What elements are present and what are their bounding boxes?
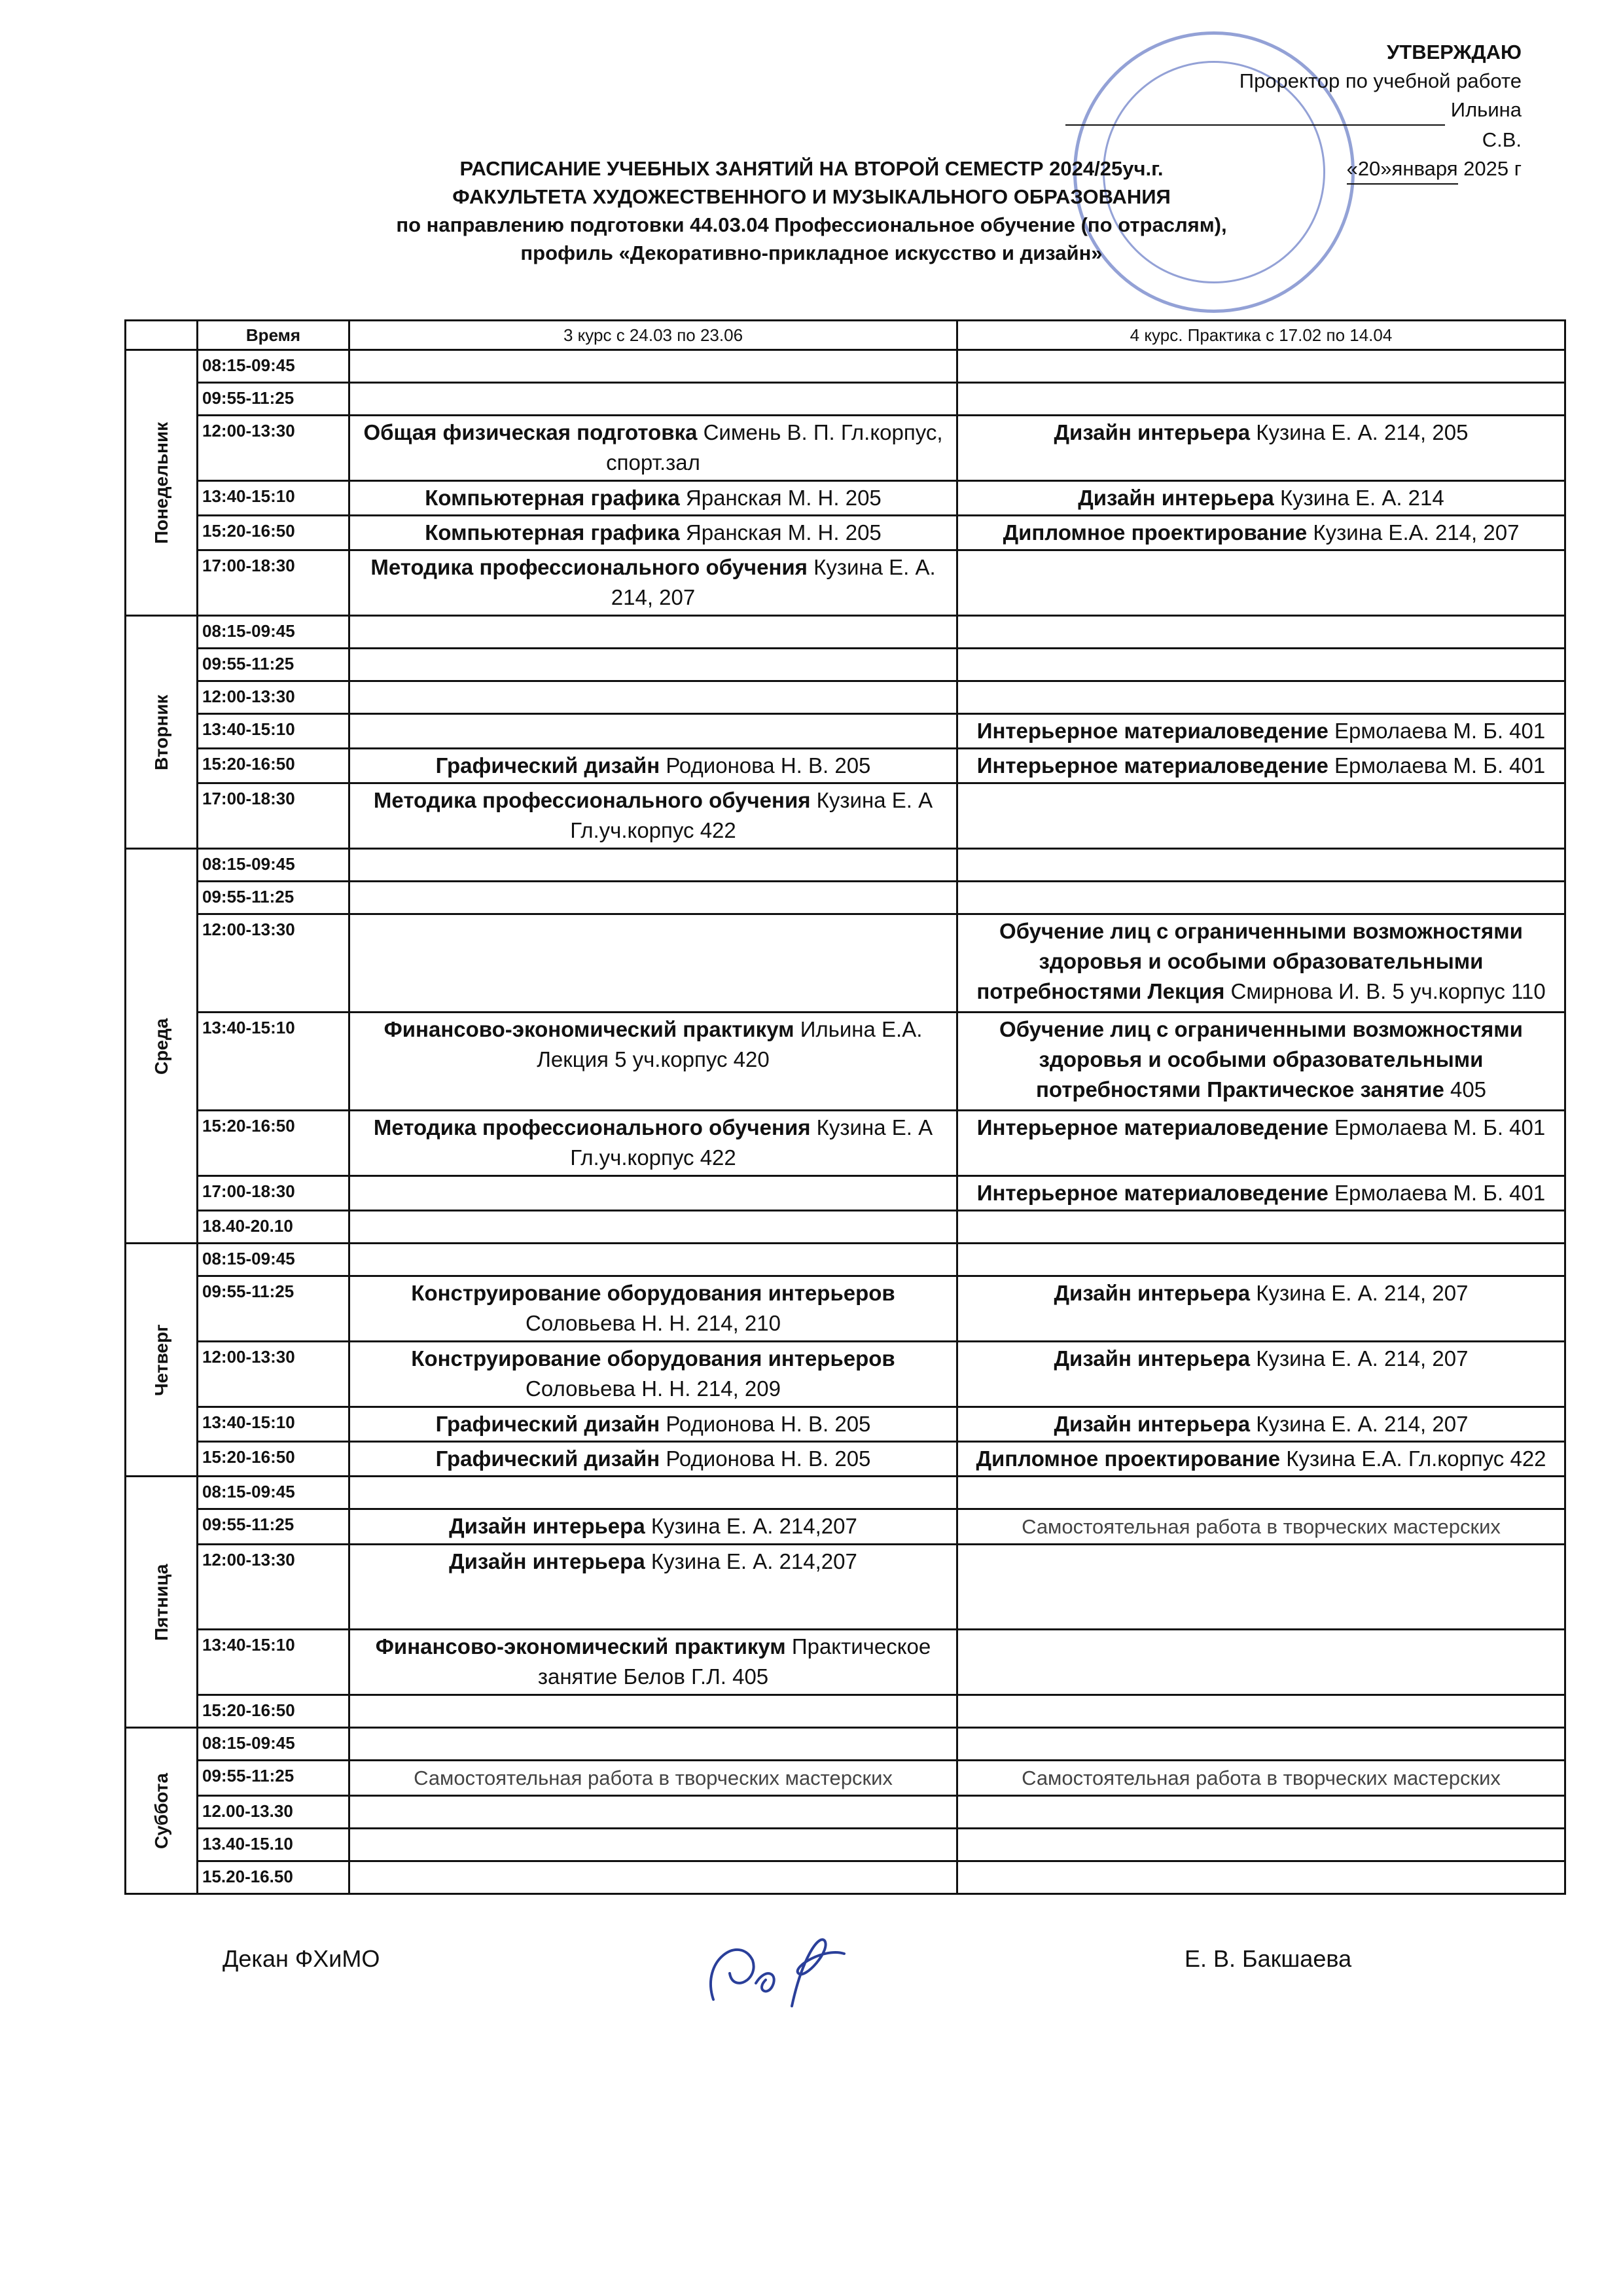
dean-title: Декан ФХиМО xyxy=(223,1945,380,1972)
course-3-class xyxy=(349,1276,957,1342)
course-3-class xyxy=(349,516,957,550)
heading-line-1: РАСПИСАНИЕ УЧЕБНЫХ ЗАНЯТИЙ НА ВТОРОЙ СЕМЕСТР 2024/25уч.г. xyxy=(459,157,1164,180)
time-slot: 08:15-09:45 xyxy=(198,1244,349,1276)
header-day-blank xyxy=(126,321,198,350)
course-3-class xyxy=(349,1013,957,1111)
course-3-class xyxy=(349,550,957,616)
time-slot: 09:55-11:25 xyxy=(198,1761,349,1796)
subject-name: Обучение лиц с ограниченными возможностями здоровья и особыми образовательными потребностями Лекция xyxy=(976,919,1523,1003)
course-4-class xyxy=(957,783,1565,849)
course-3-class xyxy=(349,1509,957,1545)
dean-signature xyxy=(694,1921,864,2026)
schedule-row xyxy=(126,1276,1565,1342)
time-slot: 18.40-20.10 xyxy=(198,1211,349,1244)
subject-name: Дизайн интерьера xyxy=(1054,1346,1251,1371)
class-details: Соловьева Н. Н. 214, 210 xyxy=(526,1311,781,1335)
course-4-class xyxy=(957,1728,1565,1761)
day-label: Четверг xyxy=(126,1244,198,1477)
course-3-class xyxy=(349,1442,957,1477)
course-3-class xyxy=(349,1477,957,1509)
class-details: Кузина Е. А. 214, 207 xyxy=(1250,1412,1469,1436)
class-details: Ермолаева М. Б. 401 xyxy=(1328,1115,1546,1139)
subject-name: Дизайн интерьера xyxy=(1054,420,1251,444)
approval-date-year: 2025 г xyxy=(1457,157,1522,180)
time-slot: 08:15-09:45 xyxy=(198,1477,349,1509)
time-slot: 15:20-16:50 xyxy=(198,749,349,783)
course-4-class xyxy=(957,914,1565,1013)
schedule-row xyxy=(126,1829,1565,1861)
time-slot: 09:55-11:25 xyxy=(198,1509,349,1545)
class-details: Самостоятельная работа в творческих мастерских xyxy=(414,1767,893,1789)
subject-name: Финансово-экономический практикум xyxy=(383,1017,794,1041)
class-details: Кузина Е. А. 214,207 xyxy=(645,1549,857,1573)
time-slot: 08:15-09:45 xyxy=(198,849,349,882)
schedule-row xyxy=(126,616,1565,649)
class-details: Ермолаева М. Б. 401 xyxy=(1328,753,1546,778)
schedule-row xyxy=(126,1695,1565,1728)
subject-name: Интерьерное материаловедение xyxy=(976,719,1329,743)
approval-date-month: января xyxy=(1392,154,1458,185)
table-header-row xyxy=(126,321,1565,350)
schedule-row xyxy=(126,1477,1565,1509)
subject-name: Компьютерная графика xyxy=(425,520,680,545)
schedule-row xyxy=(126,350,1565,383)
class-details: 405 xyxy=(1444,1077,1487,1102)
schedule-row xyxy=(126,882,1565,914)
time-slot: 15:20-16:50 xyxy=(198,1111,349,1176)
course-4-class xyxy=(957,714,1565,749)
course-4-class xyxy=(957,350,1565,383)
schedule-row xyxy=(126,1728,1565,1761)
header-time: Время xyxy=(198,321,349,350)
subject-name: Интерьерное материаловедение xyxy=(976,753,1329,778)
course-4-class xyxy=(957,550,1565,616)
subject-name: Обучение лиц с ограниченными возможностями здоровья и особыми образовательными потребностями Практическое занятие xyxy=(999,1017,1523,1102)
course-4-class xyxy=(957,1342,1565,1407)
time-slot: 12:00-13:30 xyxy=(198,681,349,714)
time-slot: 17:00-18:30 xyxy=(198,1176,349,1211)
schedule-row xyxy=(126,649,1565,681)
course-3-class xyxy=(349,1829,957,1861)
schedule-heading xyxy=(124,154,1499,267)
class-details: Симень В. П. Гл.корпус, спорт.зал xyxy=(606,420,943,475)
course-4-class xyxy=(957,1630,1565,1695)
subject-name: Дипломное проектирование xyxy=(976,1446,1281,1471)
course-3-class xyxy=(349,1545,957,1630)
subject-name: Методика профессионального обучения xyxy=(373,1115,811,1139)
subject-name: Дизайн интерьера xyxy=(449,1549,645,1573)
class-details: Кузина Е.А. 214, 207 xyxy=(1307,520,1520,545)
time-slot: 13:40-15:10 xyxy=(198,714,349,749)
schedule-row xyxy=(126,481,1565,516)
schedule-row xyxy=(126,1509,1565,1545)
schedule-row xyxy=(126,1407,1565,1442)
course-3-class xyxy=(349,849,957,882)
schedule-row xyxy=(126,783,1565,849)
schedule-row xyxy=(126,550,1565,616)
course-4-class xyxy=(957,1407,1565,1442)
schedule-row xyxy=(126,416,1565,481)
class-details: Самостоятельная работа в творческих мастерских xyxy=(1022,1767,1501,1789)
course-4-class xyxy=(957,749,1565,783)
time-slot: 15:20-16:50 xyxy=(198,1442,349,1477)
course-4-class xyxy=(957,1111,1565,1176)
schedule-table xyxy=(124,319,1566,1895)
subject-name: Дизайн интерьера xyxy=(1078,486,1274,510)
time-slot: 09:55-11:25 xyxy=(198,1276,349,1342)
class-details: Кузина Е. А. 214, 207 xyxy=(1250,1281,1469,1305)
course-3-class xyxy=(349,1211,957,1244)
subject-name: Графический дизайн xyxy=(435,753,660,778)
course-4-class xyxy=(957,1477,1565,1509)
course-4-class xyxy=(957,1211,1565,1244)
course-3-class xyxy=(349,1342,957,1407)
class-details: Самостоятельная работа в творческих мастерских xyxy=(1022,1515,1501,1538)
header-course-4: 4 курс. Практика с 17.02 по 14.04 xyxy=(957,321,1565,350)
time-slot: 12:00-13:30 xyxy=(198,1342,349,1407)
time-slot: 13:40-15:10 xyxy=(198,1407,349,1442)
course-4-class xyxy=(957,1829,1565,1861)
subject-name: Компьютерная графика xyxy=(425,486,680,510)
time-slot: 17:00-18:30 xyxy=(198,783,349,849)
schedule-body xyxy=(126,350,1565,1894)
heading-line-4: профиль «Декоративно-прикладное искусство и дизайн» xyxy=(520,242,1103,264)
schedule-row xyxy=(126,1630,1565,1695)
course-3-class xyxy=(349,1407,957,1442)
course-3-class xyxy=(349,681,957,714)
course-3-class xyxy=(349,1111,957,1176)
course-3-class xyxy=(349,914,957,1013)
course-3-class xyxy=(349,1728,957,1761)
time-slot: 09:55-11:25 xyxy=(198,882,349,914)
course-3-class xyxy=(349,649,957,681)
course-3-class xyxy=(349,1630,957,1695)
class-details: Смирнова И. В. 5 уч.корпус 110 xyxy=(1224,979,1546,1003)
subject-name: Графический дизайн xyxy=(435,1446,660,1471)
course-4-class xyxy=(957,1276,1565,1342)
course-4-class xyxy=(957,1442,1565,1477)
course-4-class xyxy=(957,1796,1565,1829)
day-label: Среда xyxy=(126,849,198,1244)
course-3-class xyxy=(349,350,957,383)
time-slot: 15:20-16:50 xyxy=(198,1695,349,1728)
course-4-class xyxy=(957,882,1565,914)
class-details: Кузина Е. А Гл.уч.корпус 422 xyxy=(570,1115,933,1170)
course-3-class xyxy=(349,1176,957,1211)
schedule-row xyxy=(126,1796,1565,1829)
course-3-class xyxy=(349,1861,957,1894)
course-3-class xyxy=(349,1761,957,1796)
heading-line-2: ФАКУЛЬТЕТА ХУДОЖЕСТВЕННОГО И МУЗЫКАЛЬНОГО ОБРАЗОВАНИЯ xyxy=(452,185,1171,208)
course-3-class xyxy=(349,383,957,416)
course-4-class xyxy=(957,516,1565,550)
course-3-class xyxy=(349,616,957,649)
course-4-class xyxy=(957,1695,1565,1728)
class-details: Родионова Н. В. 205 xyxy=(660,753,871,778)
course-3-class xyxy=(349,749,957,783)
course-3-class xyxy=(349,882,957,914)
course-4-class xyxy=(957,383,1565,416)
schedule-row xyxy=(126,1442,1565,1477)
subject-name: Конструирование оборудования интерьеров xyxy=(411,1346,895,1371)
time-slot: 12.00-13.30 xyxy=(198,1796,349,1829)
course-4-class xyxy=(957,416,1565,481)
time-slot: 13:40-15:10 xyxy=(198,1013,349,1111)
time-slot: 08:15-09:45 xyxy=(198,350,349,383)
class-details: Кузина Е. А Гл.уч.корпус 422 xyxy=(570,788,933,842)
class-details: Родионова Н. В. 205 xyxy=(660,1446,871,1471)
subject-name: Дизайн интерьера xyxy=(1054,1412,1251,1436)
class-details: Кузина Е. А. 214 xyxy=(1274,486,1444,510)
schedule-row xyxy=(126,681,1565,714)
schedule-row xyxy=(126,1861,1565,1894)
heading-line-3: по направлению подготовки 44.03.04 Профессиональное обучение (по отраслям), xyxy=(396,213,1227,236)
class-details: Ильина Е.А. Лекция 5 уч.корпус 420 xyxy=(537,1017,923,1071)
course-4-class xyxy=(957,481,1565,516)
subject-name: Конструирование оборудования интерьеров xyxy=(411,1281,895,1305)
class-details: Кузина Е. А. 214, 207 xyxy=(611,555,936,609)
class-details: Ермолаева М. Б. 401 xyxy=(1328,719,1546,743)
class-details: Яранская М. Н. 205 xyxy=(679,486,882,510)
class-details: Яранская М. Н. 205 xyxy=(679,520,882,545)
day-label: Понедельник xyxy=(126,350,198,616)
approval-title: УТВЕРЖДАЮ xyxy=(1386,41,1522,63)
course-3-class xyxy=(349,1244,957,1276)
course-4-class xyxy=(957,1761,1565,1796)
time-slot: 08:15-09:45 xyxy=(198,616,349,649)
course-4-class xyxy=(957,1013,1565,1111)
schedule-row xyxy=(126,1761,1565,1796)
class-details: Практическое занятие Белов Г.Л. 405 xyxy=(537,1634,931,1689)
dean-name: Е. В. Бакшаева xyxy=(1185,1945,1352,1972)
schedule-row xyxy=(126,1244,1565,1276)
class-details: Ермолаева М. Б. 401 xyxy=(1328,1181,1546,1205)
approval-date-day: «20» xyxy=(1347,154,1392,185)
subject-name: Дизайн интерьера xyxy=(1054,1281,1251,1305)
time-slot: 13:40-15:10 xyxy=(198,1630,349,1695)
schedule-row xyxy=(126,1176,1565,1211)
subject-name: Графический дизайн xyxy=(435,1412,660,1436)
class-details: Кузина Е. А. 214,207 xyxy=(645,1514,857,1538)
schedule-row xyxy=(126,749,1565,783)
course-3-class xyxy=(349,1796,957,1829)
time-slot: 13.40-15.10 xyxy=(198,1829,349,1861)
course-3-class xyxy=(349,481,957,516)
schedule-row xyxy=(126,383,1565,416)
time-slot: 15.20-16.50 xyxy=(198,1861,349,1894)
course-4-class xyxy=(957,849,1565,882)
time-slot: 15:20-16:50 xyxy=(198,516,349,550)
time-slot: 08:15-09:45 xyxy=(198,1728,349,1761)
subject-name: Общая физическая подготовка xyxy=(363,420,698,444)
approval-signature-line xyxy=(1024,96,1522,154)
day-label: Суббота xyxy=(126,1728,198,1894)
schedule-row xyxy=(126,516,1565,550)
schedule-row xyxy=(126,714,1565,749)
course-3-class xyxy=(349,714,957,749)
course-3-class xyxy=(349,416,957,481)
schedule-row xyxy=(126,1013,1565,1111)
subject-name: Методика профессионального обучения xyxy=(373,788,811,812)
course-4-class xyxy=(957,1176,1565,1211)
time-slot: 12:00-13:30 xyxy=(198,416,349,481)
subject-name: Финансово-экономический практикум xyxy=(375,1634,786,1659)
subject-name: Методика профессионального обучения xyxy=(370,555,808,579)
course-3-class xyxy=(349,783,957,849)
schedule-row xyxy=(126,1111,1565,1176)
schedule-row xyxy=(126,849,1565,882)
time-slot: 09:55-11:25 xyxy=(198,649,349,681)
course-4-class xyxy=(957,681,1565,714)
time-slot: 12:00-13:30 xyxy=(198,914,349,1013)
header-course-3: 3 курс с 24.03 по 23.06 xyxy=(349,321,957,350)
class-details: Родионова Н. В. 205 xyxy=(660,1412,871,1436)
time-slot: 12:00-13:30 xyxy=(198,1545,349,1630)
time-slot: 09:55-11:25 xyxy=(198,383,349,416)
class-details: Кузина Е. А. 214, 205 xyxy=(1250,420,1469,444)
course-4-class xyxy=(957,616,1565,649)
course-3-class xyxy=(349,1695,957,1728)
schedule-row xyxy=(126,1342,1565,1407)
subject-name: Дизайн интерьера xyxy=(449,1514,645,1538)
time-slot: 13:40-15:10 xyxy=(198,481,349,516)
day-label: Вторник xyxy=(126,616,198,849)
class-details: Кузина Е. А. 214, 207 xyxy=(1250,1346,1469,1371)
subject-name: Дипломное проектирование xyxy=(1003,520,1308,545)
approval-name: Ильина С.В. xyxy=(1450,98,1522,151)
course-4-class xyxy=(957,1545,1565,1630)
course-4-class xyxy=(957,1509,1565,1545)
subject-name: Интерьерное материаловедение xyxy=(976,1115,1329,1139)
subject-name: Интерьерное материаловедение xyxy=(976,1181,1329,1205)
course-4-class xyxy=(957,1861,1565,1894)
class-details: Соловьева Н. Н. 214, 209 xyxy=(526,1376,781,1401)
class-details: Кузина Е.А. Гл.корпус 422 xyxy=(1280,1446,1546,1471)
schedule-row xyxy=(126,1211,1565,1244)
schedule-row xyxy=(126,914,1565,1013)
day-label: Пятница xyxy=(126,1477,198,1728)
schedule-row xyxy=(126,1545,1565,1630)
course-4-class xyxy=(957,649,1565,681)
approval-position: Проректор по учебной работе xyxy=(1239,69,1522,92)
time-slot: 17:00-18:30 xyxy=(198,550,349,616)
course-4-class xyxy=(957,1244,1565,1276)
